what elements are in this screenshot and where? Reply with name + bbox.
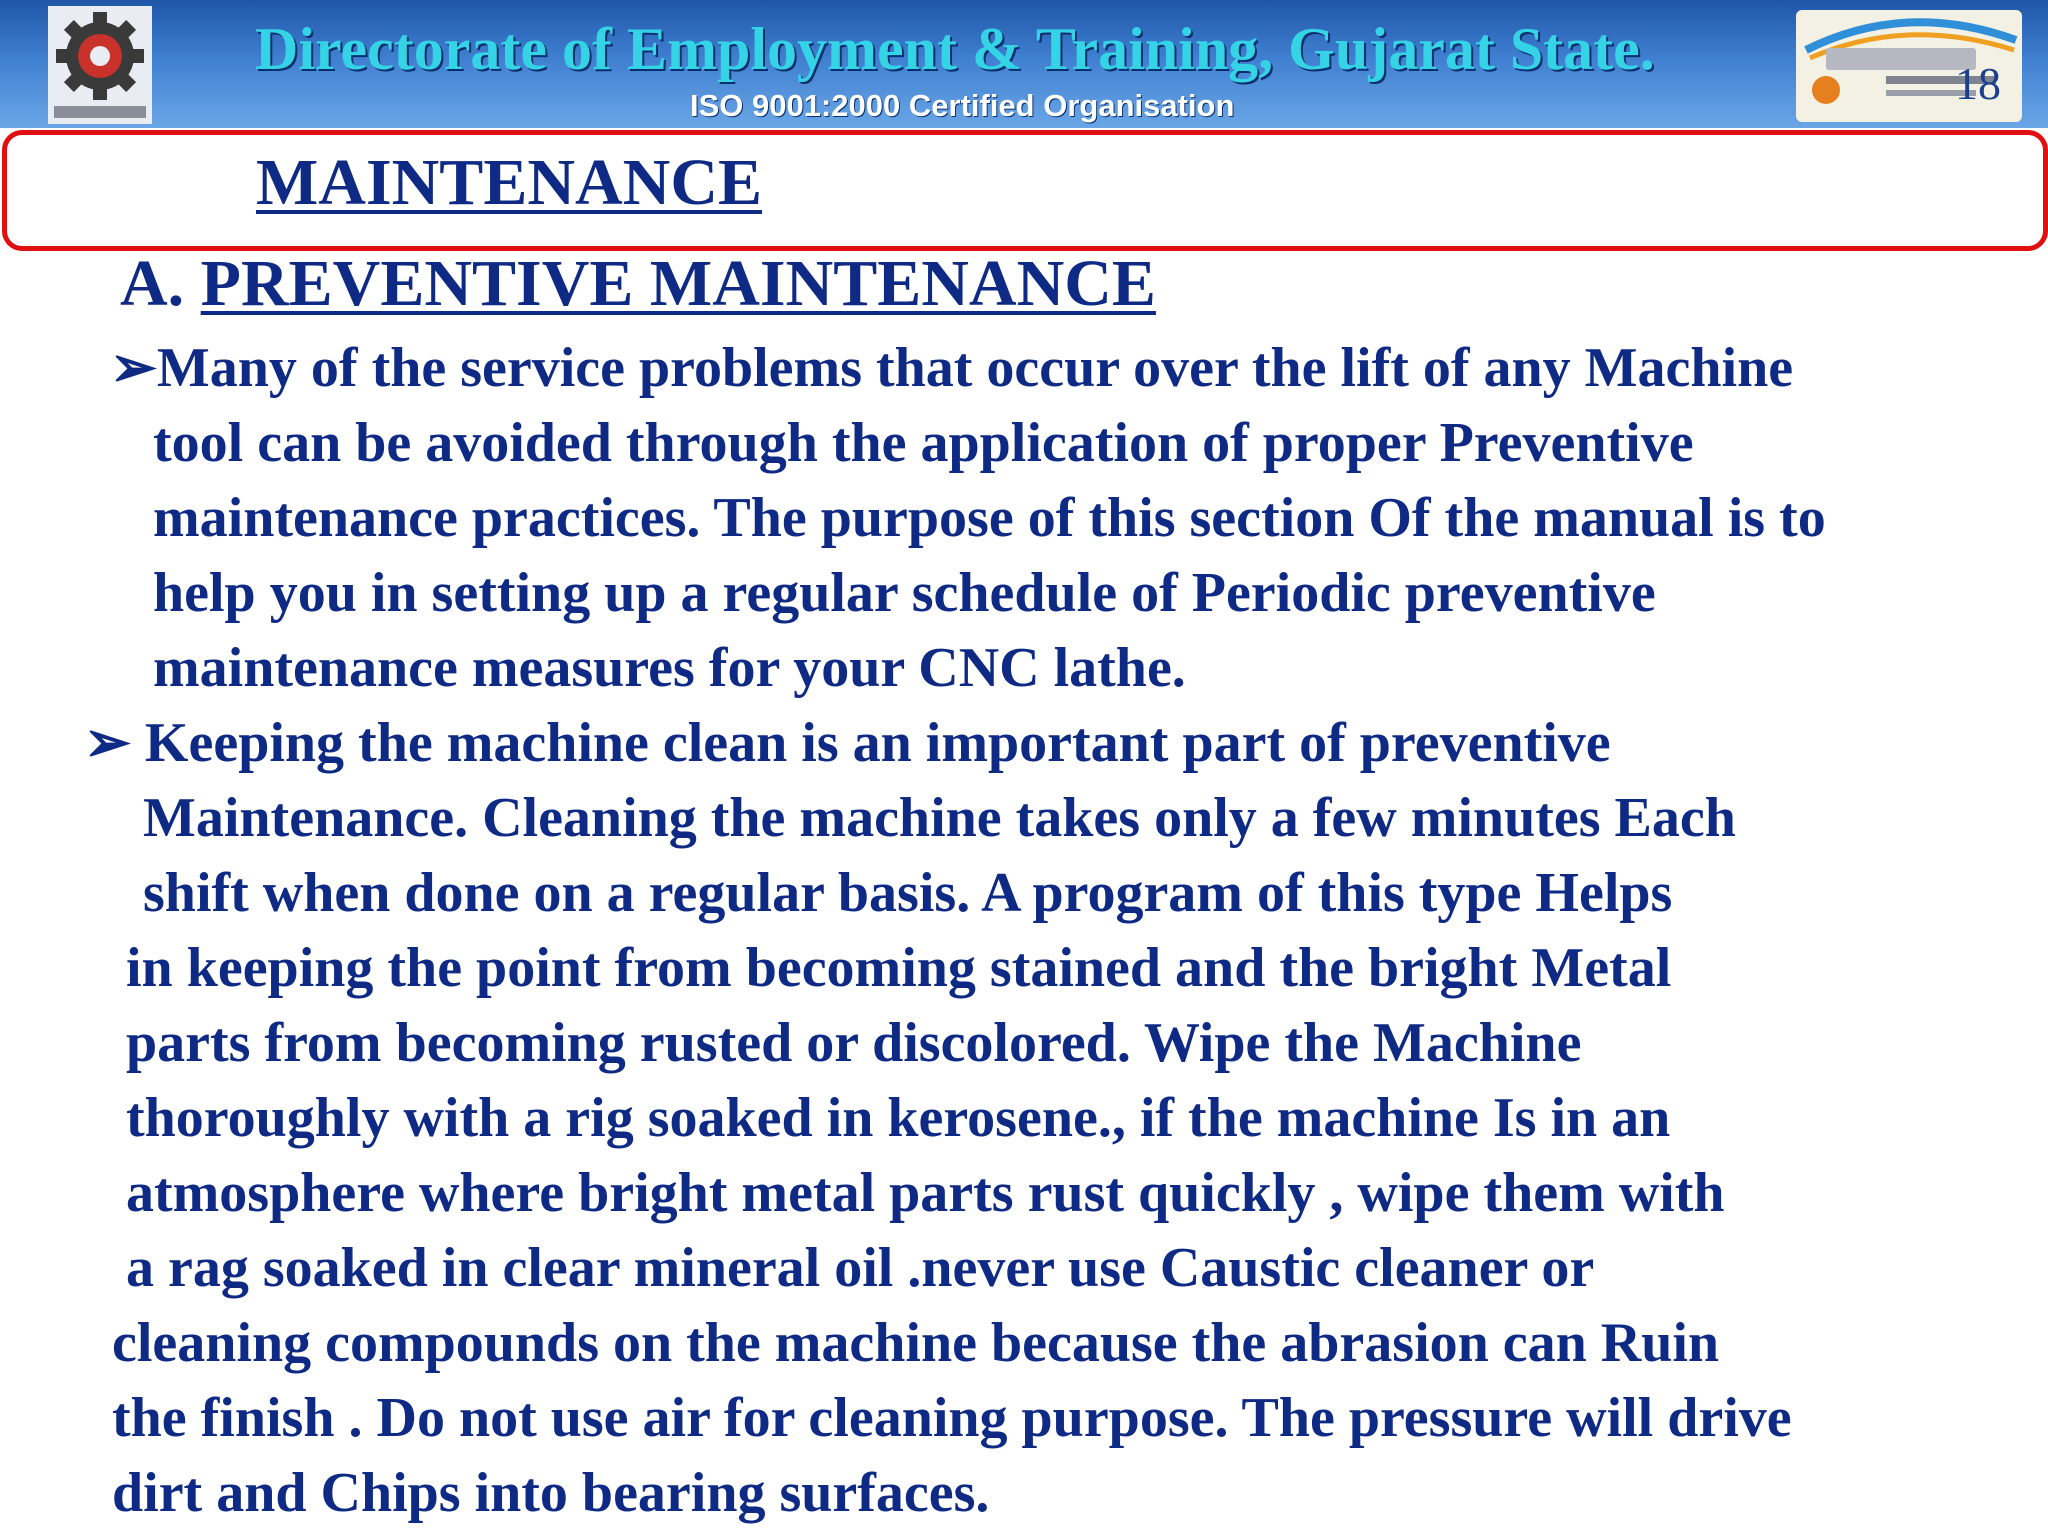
- section-title: PREVENTIVE MAINTENANCE: [200, 247, 1156, 320]
- arrow-bullet-icon: ➢: [110, 337, 157, 399]
- section-heading: [120, 244, 1156, 324]
- bullet-1-line-5: maintenance measures for your CNC lathe.: [153, 637, 1186, 699]
- bullet-2-line-11: dirt and Chips into bearing surfaces.: [112, 1462, 990, 1524]
- bullet-2-line-9: cleaning compounds on the machine because the abrasion can Ruin: [112, 1312, 1720, 1374]
- bullet-1-line-4: help you in setting up a regular schedule of Periodic preventive: [153, 562, 1656, 624]
- bullet-2-line-10: the finish . Do not use air for cleaning purpose. The pressure will drive: [112, 1387, 1792, 1449]
- bullet-2-line-1: ➢ Keeping the machine clean is an important part of preventive: [84, 706, 1611, 781]
- slide-title: MAINTENANCE: [256, 146, 763, 219]
- header-banner: [0, 0, 2048, 128]
- bullet-1-line-2: tool can be avoided through the application of proper Preventive: [153, 412, 1694, 474]
- organisation-title: Directorate of Employment & Training, Gujarat State.: [255, 16, 1655, 82]
- arrow-bullet-icon: ➢: [84, 712, 131, 774]
- bullet-2-line-4: in keeping the point from becoming stained and the bright Metal: [126, 937, 1672, 999]
- bullet-2-line-3: shift when done on a regular basis. A program of this type Helps: [143, 862, 1673, 924]
- gear-emblem-icon: [48, 6, 152, 124]
- section-prefix: A.: [120, 247, 185, 320]
- bullet-1-line-3: maintenance practices. The purpose of this section Of the manual is to: [153, 487, 1826, 549]
- bullet-1-line-1: ➢Many of the service problems that occur over the lift of any Machine: [110, 331, 1793, 406]
- bullet-2-line-8: a rag soaked in clear mineral oil .never use Caustic cleaner or: [126, 1237, 1595, 1299]
- bullet-2-line-2: Maintenance. Cleaning the machine takes only a few minutes Each: [143, 787, 1736, 849]
- certification-subtitle: ISO 9001:2000 Certified Organisation: [690, 88, 1235, 123]
- bullet-2-line-7: atmosphere where bright metal parts rust quickly , wipe them with: [126, 1162, 1725, 1224]
- page-number: 18: [1955, 58, 2001, 109]
- bullet-2-line-5: parts from becoming rusted or discolored. Wipe the Machine: [126, 1012, 1582, 1074]
- bullet-2-line-6: thoroughly with a rig soaked in kerosene., if the machine Is in an: [126, 1087, 1671, 1149]
